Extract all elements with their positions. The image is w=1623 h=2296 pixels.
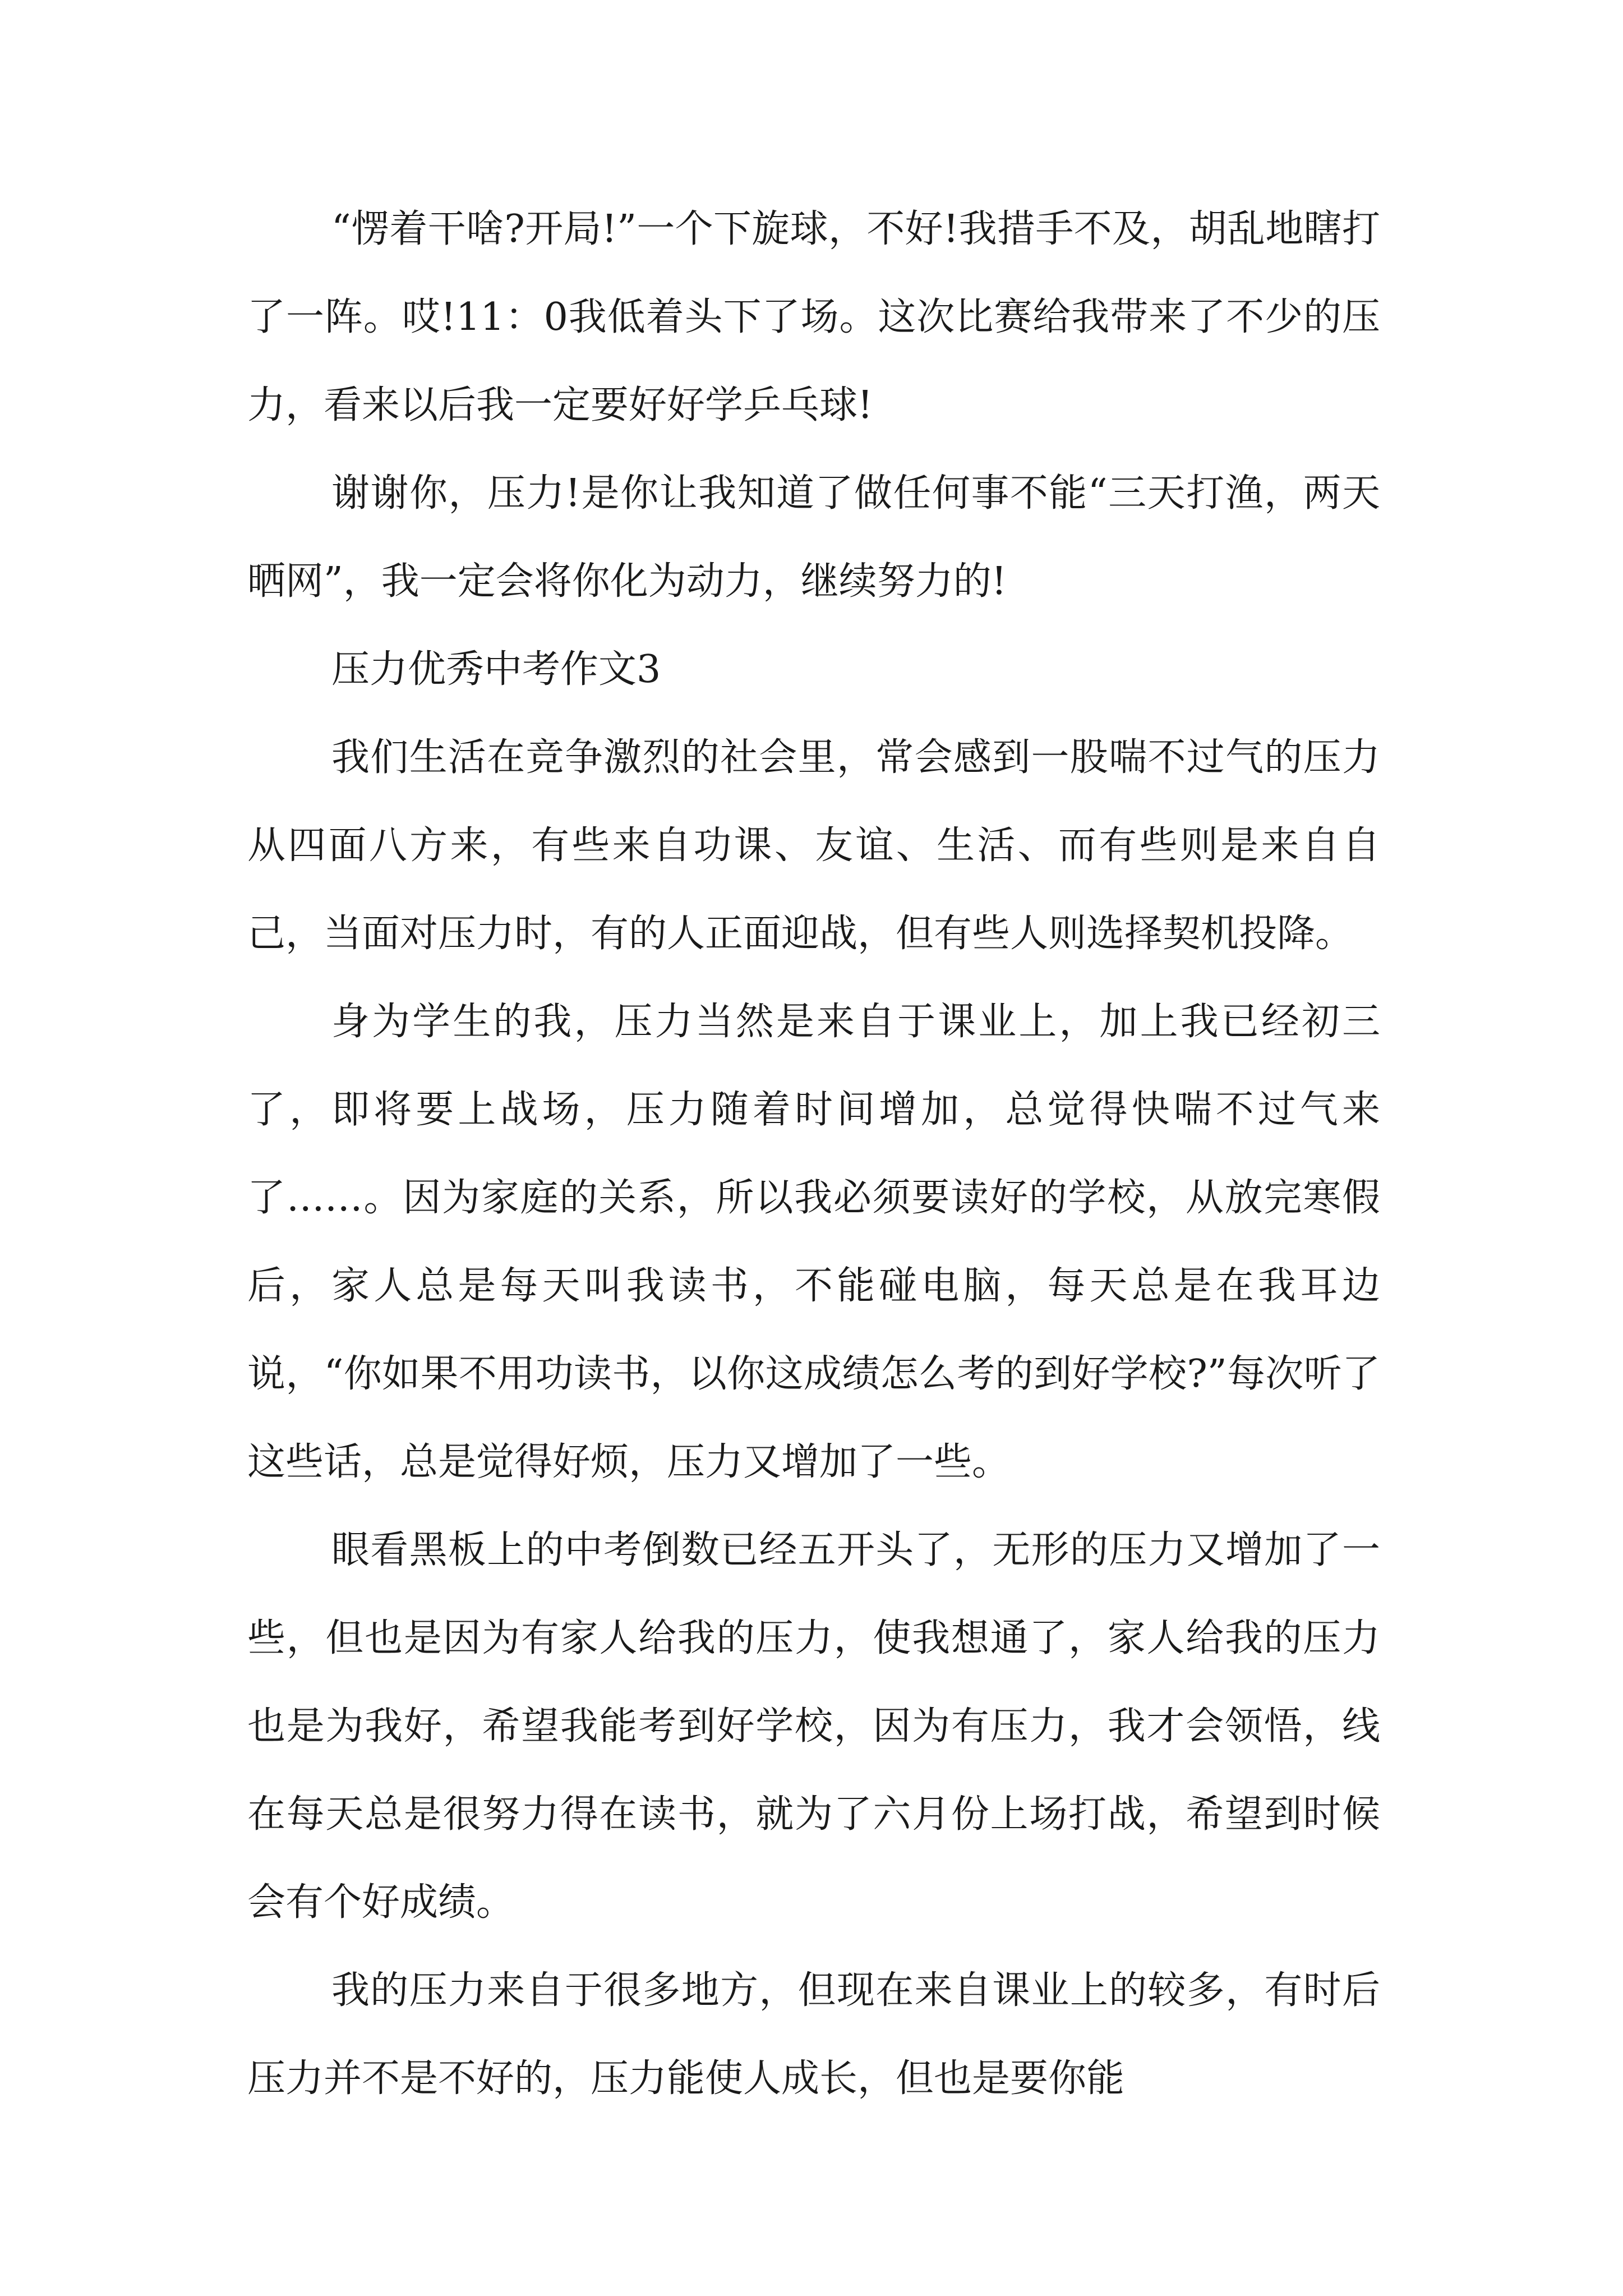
paragraph-2: 谢谢你，压力!是你让我知道了做任何事不能“三天打渔，两天晒网”，我一定会将你化为动力，继续努力的! (247, 471, 1380, 604)
paragraph-1: “愣着干啥?开局!”一个下旋球，不好!我措手不及，胡乱地瞎打了一阵。哎!11：0我低着头下了场。这次比赛给我带来了不少的压力，看来以后我一定要好好学乒乓球! (247, 207, 1380, 427)
document-body (247, 185, 1380, 2123)
paragraph-3: 我们生活在竞争激烈的社会里，常会感到一股喘不过气的压力从四面八方来，有些来自功课、友谊、生活、而有些则是来自自己，当面对压力时，有的人正面迎战，但有些人则选择契机投降。 (247, 735, 1380, 956)
section-heading: 压力优秀中考作文3 (331, 647, 661, 692)
paragraph-4: 身为学生的我，压力当然是来自于课业上，加上我已经初三了，即将要上战场，压力随着时间增加，总觉得快喘不过气来了……。因为家庭的关系，所以我必须要读好的学校，从放完寒假后，家人总是每天叫我读书，不能碰电脑，每天总是在我耳边说，“你如果不用功读书，以你这成绩怎么考的到好学校?”每次听了这些话，总是觉得好烦，压力又增加了一些。 (247, 1000, 1380, 1484)
paragraph-5: 眼看黑板上的中考倒数已经五开头了，无形的压力又增加了一些，但也是因为有家人给我的压力，使我想通了，家人给我的压力也是为我好，希望我能考到好学校，因为有压力，我才会领悟，线在每天总是很努力得在读书，就为了六月份上场打战，希望到时候会有个好成绩。 (247, 1528, 1380, 1925)
paragraph-6: 我的压力来自于很多地方，但现在来自课业上的较多，有时后压力并不是不好的，压力能使人成长，但也是要你能 (247, 1968, 1380, 2101)
